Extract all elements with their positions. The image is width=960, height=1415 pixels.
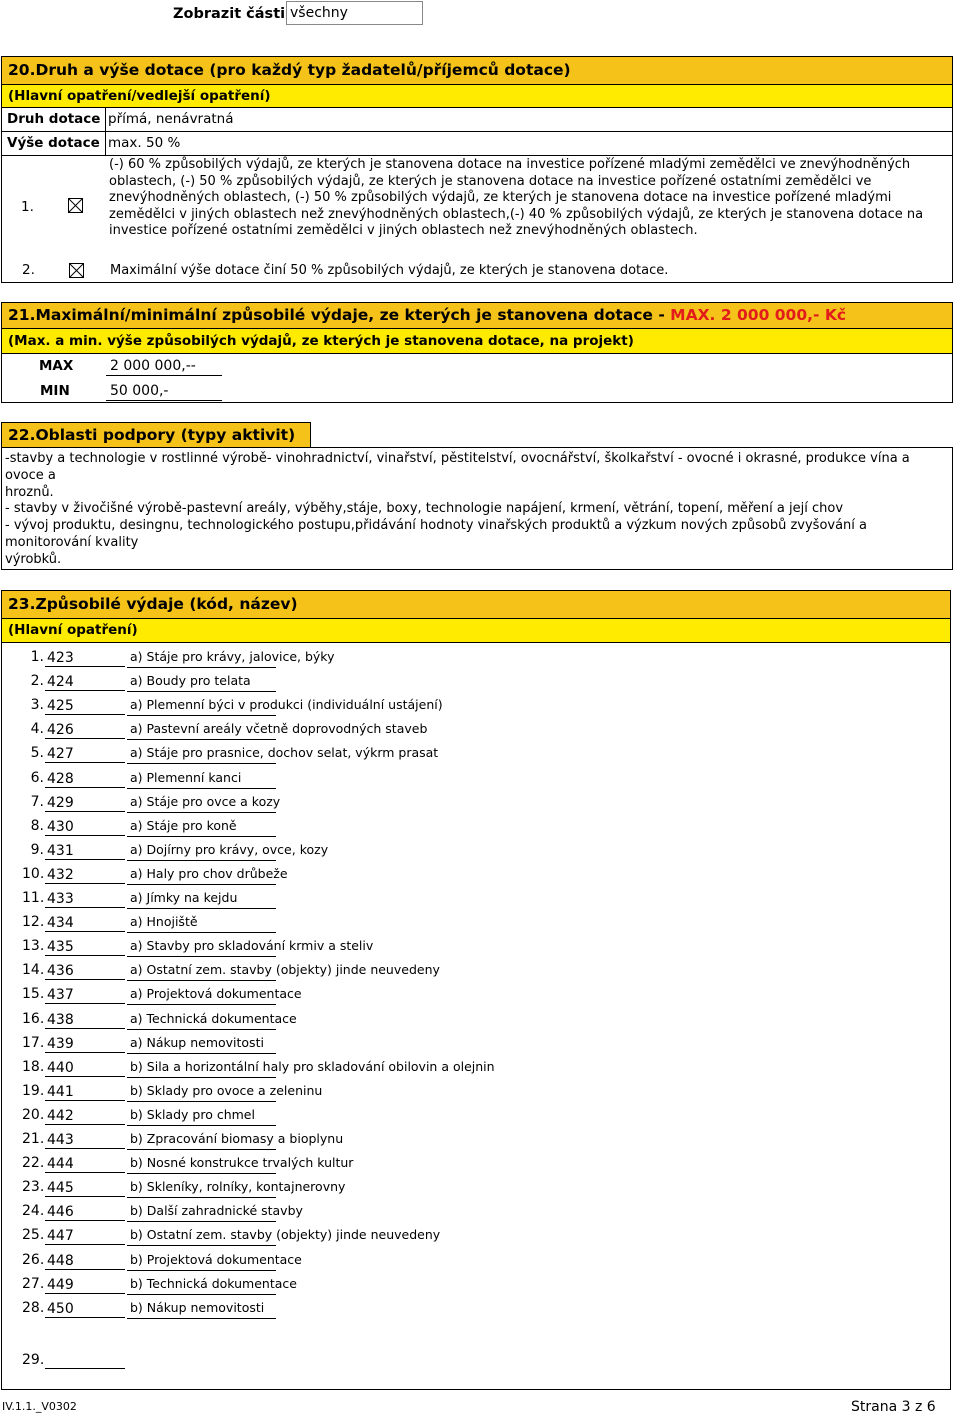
section-20-header [1, 56, 953, 85]
expense-code: 443 [45, 1128, 125, 1149]
expense-code: 427 [45, 742, 125, 763]
expense-item-number: 8. [30, 818, 44, 834]
expense-item-number: 17. [22, 1035, 45, 1051]
expense-code: 425 [45, 694, 125, 715]
section-22-header [1, 422, 311, 448]
expense-name: b) Sila a horizontální haly pro skladování obilovin a olejnin [130, 1059, 495, 1074]
section-20-item-1 [1, 155, 953, 261]
section-21-header [1, 302, 953, 329]
expense-row [22, 935, 374, 959]
expense-item-number: 14. [22, 962, 45, 978]
max-label: MAX [39, 358, 74, 374]
expense-row [22, 694, 443, 718]
expense-name: a) Projektová dokumentace [130, 986, 302, 1001]
expense-item-number: 18. [22, 1059, 45, 1075]
expense-row [22, 1273, 297, 1297]
section-20-subheader [1, 84, 953, 108]
vyse-dotace-value: max. 50 % [108, 135, 181, 151]
section-23-title: 23.Způsobilé výdaje (kód, název) [8, 595, 298, 613]
expense-item-number: 23. [22, 1179, 45, 1195]
expense-name: a) Dojírny pro krávy, ovce, kozy [130, 842, 329, 857]
expense-row [22, 983, 302, 1007]
expense-code: 423 [45, 646, 125, 667]
section-20-title: 20.Druh a výše dotace (pro každý typ žadatelů/příjemců dotace) [8, 61, 571, 79]
expense-name: a) Technická dokumentace [130, 1011, 297, 1026]
max-value: 2 000 000,-- [110, 358, 196, 374]
expense-code: 448 [45, 1249, 125, 1270]
vyse-dotace-label: Výše dotace [2, 132, 106, 155]
expense-item-number: 13. [22, 938, 45, 954]
expense-row [22, 1176, 346, 1200]
expense-name: b) Ostatní zem. stavby (objekty) jinde neuvedeny [130, 1227, 441, 1242]
section-20-item-2 [1, 260, 953, 283]
expense-item-number: 4. [30, 721, 44, 737]
expense-name: a) Pastevní areály včetně doprovodných staveb [130, 721, 428, 736]
expense-name: a) Ostatní zem. stavby (objekty) jinde neuvedeny [130, 962, 440, 977]
expense-code: 438 [45, 1008, 125, 1029]
expense-row [22, 646, 335, 670]
section-20-subtitle: (Hlavní opatření/vedlejší opatření) [8, 88, 271, 104]
expense-item-number: 2. [30, 673, 44, 689]
expense-row [22, 1152, 354, 1176]
expense-name: b) Zpracování biomasy a bioplynu [130, 1131, 344, 1146]
expense-item-number: 19. [22, 1083, 45, 1099]
expense-row [22, 1032, 273, 1056]
expense-name: b) Sklady pro chmel [130, 1107, 255, 1122]
druh-dotace-row [1, 107, 953, 132]
expense-item-number: 26. [22, 1252, 45, 1268]
expense-item-number: 27. [22, 1276, 45, 1292]
expense-row [22, 1080, 323, 1104]
expense-item-number: 10. [22, 866, 45, 882]
expense-item-number: 12. [22, 914, 45, 930]
expense-code: 433 [45, 887, 125, 908]
expense-item-number: 5. [30, 745, 44, 761]
expense-code: 428 [45, 767, 125, 788]
activity-plant: -stavby a technologie v rostlinné výrobě- vinohradnictví, vinařství, pěstitelství, ovocnářství, školkařství - ovocné i okrasné, produkce vína a ovoce a [5, 451, 910, 483]
expense-code: 432 [45, 863, 125, 884]
section-21-title: 21.Maximální/minimální způsobilé výdaje, ze kterých je stanovena dotace - [8, 306, 671, 324]
expense-item-number: 24. [22, 1203, 45, 1219]
expense-item-number: 16. [22, 1011, 45, 1027]
section-23-header [1, 590, 951, 619]
min-value: 50 000,- [110, 383, 169, 399]
expense-name: a) Stáje pro krávy, jalovice, býky [130, 649, 335, 664]
expense-name: a) Haly pro chov drůbeže [130, 866, 288, 881]
expense-item-number: 22. [22, 1155, 45, 1171]
expense-name: b) Technická dokumentace [130, 1276, 297, 1291]
expense-name: a) Stavby pro skladování krmiv a steliv [130, 938, 374, 953]
expense-row [22, 767, 273, 791]
expense-row [22, 1008, 297, 1032]
expense-row [22, 742, 439, 766]
expense-code: 439 [45, 1032, 125, 1053]
item-1-number: 1. [21, 199, 34, 215]
expense-code: 434 [45, 911, 125, 932]
expense-code: 436 [45, 959, 125, 980]
vyse-dotace-row [1, 131, 953, 156]
expense-code: 441 [45, 1080, 125, 1101]
expense-code: 446 [45, 1200, 125, 1221]
expense-code: 445 [45, 1176, 125, 1197]
druh-dotace-value: přímá, nenávratná [108, 111, 234, 127]
section-23-subtitle: (Hlavní opatření) [8, 622, 138, 638]
expense-name: a) Hnojiště [130, 914, 198, 929]
expense-item-number: 28. [22, 1300, 45, 1316]
item-2-text: Maximální výše dotace činí 50 % způsobilých výdajů, ze kterých je stanovena dotace. [110, 263, 669, 278]
expense-row [22, 911, 273, 935]
section-22-title: 22.Oblasti podpory (typy aktivit) [8, 426, 296, 444]
item-1-text: (-) 60 % způsobilých výdajů, ze kterých je stanovena dotace na investice pořízené mladými zemědělci ve znevýhodněných oblastech, (-) 50 % způsobilých výdajů, ze kterých je stanovena dotace na investice pořízené ostatními zemědělci ve znevýhodněných oblastech, (-) 50 % způsobilých výdajů, ze kterých je stanovena dotace na investice pořízené mladými zemědělci v jiných oblastech než znevýhodněných oblastech,(-) 40 % způsobilých výdajů, ze kterých je stanovena dotace na investice pořízené ostatními zemědělci v jiných oblastech než znevýhodněných oblastech. [109, 157, 924, 238]
expense-row [22, 1200, 303, 1224]
expense-item-number: 25. [22, 1227, 45, 1243]
expense-name: a) Stáje pro ovce a kozy [130, 794, 281, 809]
expense-code: 450 [45, 1297, 125, 1318]
expense-name: a) Plemenní býci v produkci (individuální ustájení) [130, 697, 443, 712]
expense-name: a) Stáje pro prasnice, dochov selat, výkrm prasat [130, 745, 439, 760]
min-label: MIN [40, 383, 70, 399]
activity-development-end: výrobků. [5, 551, 62, 567]
expense-name: a) Jímky na kejdu [130, 890, 238, 905]
expense-code: 442 [45, 1104, 125, 1125]
section-21-title-max: MAX. 2 000 000,- Kč [670, 306, 847, 324]
page-number: Strana 3 z 6 [851, 1399, 936, 1415]
max-min-box [1, 353, 953, 403]
section-21-subtitle: (Max. a min. výše způsobilých výdajů, ze kterých je stanovena dotace, na projekt) [8, 333, 634, 349]
expense-row [22, 1056, 495, 1080]
expense-code: 426 [45, 718, 125, 739]
expense-row [22, 718, 428, 742]
expense-code: 449 [45, 1273, 125, 1294]
expense-row [22, 887, 273, 911]
expense-code: 424 [45, 670, 125, 691]
document-code: IV.1.1._V0302 [2, 1400, 77, 1413]
show-parts-label: Zobrazit části [173, 6, 286, 22]
expense-name: b) Sklady pro ovoce a zeleninu [130, 1083, 323, 1098]
expense-code: 440 [45, 1056, 125, 1077]
expense-code: 429 [45, 791, 125, 812]
expense-item-number: 7. [30, 794, 44, 810]
expense-row [22, 815, 273, 839]
druh-dotace-label: Druh dotace [2, 108, 106, 131]
activity-development: - vývoj produktu, desingnu, technologického postupu,přidávání hodnoty vinařských produktů a výzkum nových způsobů zvyšování a monitorování kvality [5, 518, 868, 550]
expense-name: a) Boudy pro telata [130, 673, 251, 688]
expense-name: b) Skleníky, rolníky, kontajnerovny [130, 1179, 346, 1194]
expense-item-number: 29. [22, 1352, 45, 1368]
expense-item-number: 9. [30, 842, 44, 858]
expense-name: a) Stáje pro koně [130, 818, 237, 833]
expense-row [22, 1224, 441, 1248]
expense-code: 444 [45, 1152, 125, 1173]
expense-item-number: 11. [22, 890, 45, 906]
expense-item-number: 20. [22, 1107, 45, 1123]
expense-item-number: 15. [22, 986, 45, 1002]
expense-row [22, 1297, 273, 1321]
item-2-number: 2. [22, 262, 35, 278]
show-parts-select[interactable]: všechny [286, 1, 423, 25]
expense-row [22, 1249, 302, 1273]
expense-code: 447 [45, 1224, 125, 1245]
expense-row [22, 959, 440, 983]
expense-row [22, 670, 273, 694]
expense-code: 431 [45, 839, 125, 860]
expense-item-number: 1. [30, 649, 44, 665]
expense-name: b) Projektová dokumentace [130, 1252, 302, 1267]
expense-item-number: 6. [30, 770, 44, 786]
section-23-subheader [1, 618, 951, 643]
section-22-box [1, 447, 953, 570]
expense-name: b) Nosné konstrukce trvalých kultur [130, 1155, 354, 1170]
item-1-checkbox-checked-icon[interactable] [68, 198, 83, 213]
section-21-subheader [1, 328, 953, 354]
expense-name: b) Nákup nemovitosti [130, 1300, 265, 1315]
expense-code: 430 [45, 815, 125, 836]
activity-plant-end: hroznů. [5, 484, 54, 500]
expense-row [22, 839, 329, 863]
activity-animal: - stavby v živočišné výrobě-pastevní areály, výběhy,stáje, boxy, technologie napájení, krmení, větrání, topení, měření a její chov [5, 501, 844, 517]
expense-row [22, 863, 288, 887]
expense-row [22, 1104, 273, 1128]
expense-code: 437 [45, 983, 125, 1004]
expense-row [22, 1128, 344, 1152]
expense-row [22, 791, 281, 815]
item-2-checkbox-checked-icon[interactable] [69, 263, 84, 278]
expense-name: a) Plemenní kanci [130, 770, 242, 785]
expense-name: b) Další zahradnické stavby [130, 1203, 303, 1218]
expense-item-number: 21. [22, 1131, 45, 1147]
expense-item-number: 3. [30, 697, 44, 713]
expense-code: 435 [45, 935, 125, 956]
expense-name: a) Nákup nemovitosti [130, 1035, 264, 1050]
